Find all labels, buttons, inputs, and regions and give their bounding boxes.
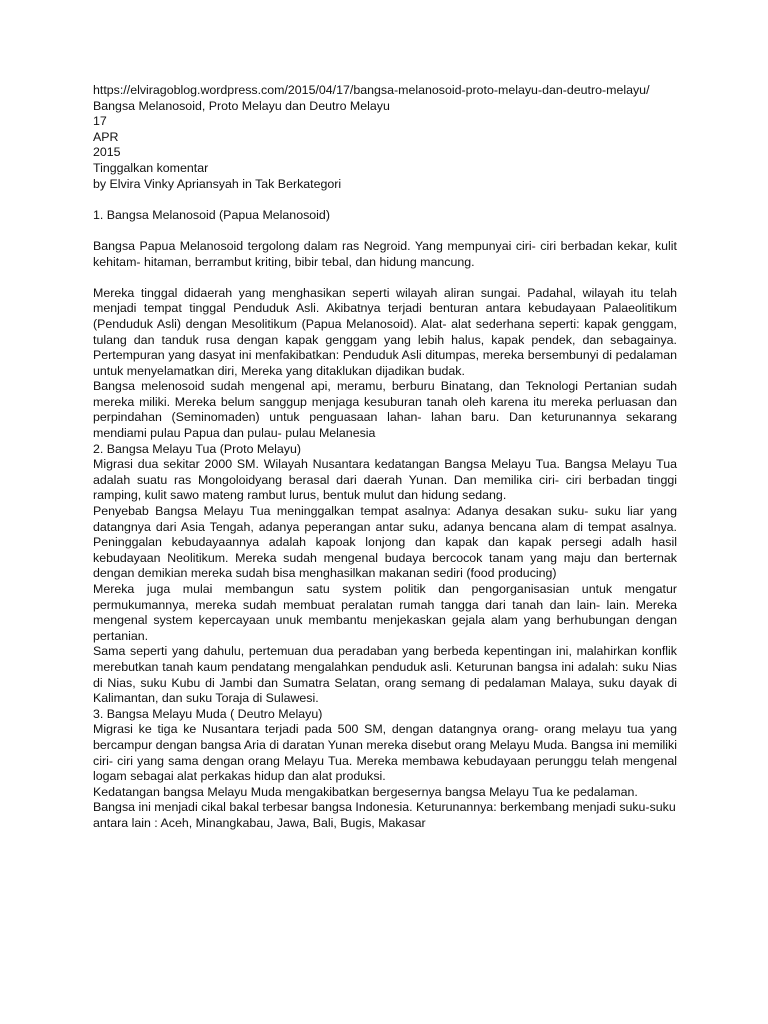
section-1-heading: 1. Bangsa Melanosoid (Papua Melanosoid) — [93, 207, 330, 222]
post-day: 17 — [93, 114, 107, 129]
section-1-paragraph-3: Bangsa melenosoid sudah mengenal api, meramu, berburu Binatang, dan Teknologi Pertanian sudah mereka miliki. Mereka belum sanggup menjaga kesuburan tanah oleh karena itu mereka perluasan dan perpindahan (Seminomaden) untuk penguasaan lahan- lahan baru. Dan keturunannya sekarang mendiami pulau Papua dan pulau- pulau Melanesia — [93, 379, 677, 441]
spacer — [93, 223, 677, 239]
section-2-paragraph-2: Penyebab Bangsa Melayu Tua meninggalkan tempat asalnya: Adanya desakan suku- suku liar yang datangnya dari Asia Tengah, adanya peperangan antar suku, adanya bencana alam di tempat asalnya. Peninggalan kebudayaannya adalah kapoak lonjong dan kapak dan kapak persegi adalh hasil kebudayaan Neolitikum. Mereka sudah mengenal budaya bercocok tanam yang maju dan berternak dengan demikian mereka sudah bisa menghasilkan makanan sediri (food producing) — [93, 504, 677, 581]
byline: by Elvira Vinky Apriansyah in Tak Berkategori — [93, 176, 342, 191]
section-2-paragraph-3: Mereka juga mulai membangun satu system politik dan pengorganisasian untuk mengatur permukumannya, mereka sudah membuat peralatan rumah tangga dari tanah dan lain- lain. Mereka mengenal system kepercayaan unuk membantu menjekaskan gejala alam yang berhubungan dengan pertanian. — [93, 582, 677, 643]
section-2-heading: 2. Bangsa Melayu Tua (Proto Melayu) — [93, 441, 301, 456]
section-2-paragraph-1: Migrasi dua sekitar 2000 SM. Wilayah Nusantara kedatangan Bangsa Melayu Tua. Bangsa Melayu Tua adalah suatu ras Mongoloidyang berasal dari daerah Yunan. Dan memilika ciri- ciri berbadan tinggi ramping, kulit sawo mateng rambut lurus, bentuk mulut dan hidung sedang. — [93, 457, 677, 503]
section-2-paragraph-4: Sama seperti yang dahulu, pertemuan dua peradaban yang berbeda kepentingan ini, malahirkan konflik merebutkan tanah kaum pendatang mengalahkan penduduk asli. Keturunan bangsa ini adalah: suku Nias di Nias, suku Kubu di Jambi dan Sumatra Selatan, orang semang di pedalaman Malaya, suku dayak di Kalimantan, dan suku Toraja di Sulawesi. — [93, 644, 677, 706]
document-page — [93, 83, 677, 832]
spacer — [93, 192, 677, 208]
source-url: https://elviragoblog.wordpress.com/2015/04/17/bangsa-melanosoid-proto-melayu-dan-deutro-melayu/ — [93, 83, 650, 97]
post-month: APR — [93, 129, 119, 144]
article-title: Bangsa Melanosoid, Proto Melayu dan Deutro Melayu — [93, 98, 390, 113]
post-year: 2015 — [93, 145, 121, 160]
section-3-paragraph-1: Migrasi ke tiga ke Nusantara terjadi pada 500 SM, dengan datangnya orang- orang melayu tua yang bercampur dengan bangsa Aria di daratan Yunan mereka disebut orang Melayu Muda. Bangsa ini memiliki ciri- ciri yang sama dengan orang Melayu Tua. Mereka membawa kebudayaan perunggu telah mengenal logam sebagai alat perkakas hidup dan alat produksi. — [93, 722, 677, 784]
section-3-paragraph-2: Kedatangan bangsa Melayu Muda mengakibatkan bergesernya bangsa Melayu Tua ke pedalaman. Bangsa ini menjadi cikal bakal terbesar bangsa Indonesia. Keturunannya: berkembang menjadi suku-suku antara lain : Aceh, Minangkabau, Jawa, Bali, Bugis, Makasar — [93, 784, 676, 830]
spacer — [93, 270, 677, 286]
section-1-paragraph-2: Mereka tinggal didaerah yang menghasikan seperti wilayah aliran sungai. Padahal, wilayah itu telah menjadi tempat tinggal Penduduk Asli. Akibatnya terjadi benturan antara kebudayaan Palaeolitikum (Penduduk Asli) dengan Mesolitikum (Papua Melanosoid). Alat- alat sederhana seperti: kapak genggam, tulang dan tanduk rusa dengan kapak genggam yang lebih halus, kapak pendek, dan sebagainya. Pertempuran yang dasyat ini menfakibatkan: Penduduk Asli ditumpas, mereka bersembunyi di pedalaman untuk menyelamatkan diri, Mereka yang ditaklukan dijadikan budak. — [93, 285, 677, 378]
section-1-paragraph-1: Bangsa Papua Melanosoid tergolong dalam ras Negroid. Yang mempunyai ciri- ciri berbadan kekar, kulit kehitam- hitaman, berrambut kriting, bibir tebal, dan hidung mancung. — [93, 238, 677, 269]
comment-link: Tinggalkan komentar — [93, 160, 209, 175]
section-3-heading: 3. Bangsa Melayu Muda ( Deutro Melayu) — [93, 706, 323, 721]
